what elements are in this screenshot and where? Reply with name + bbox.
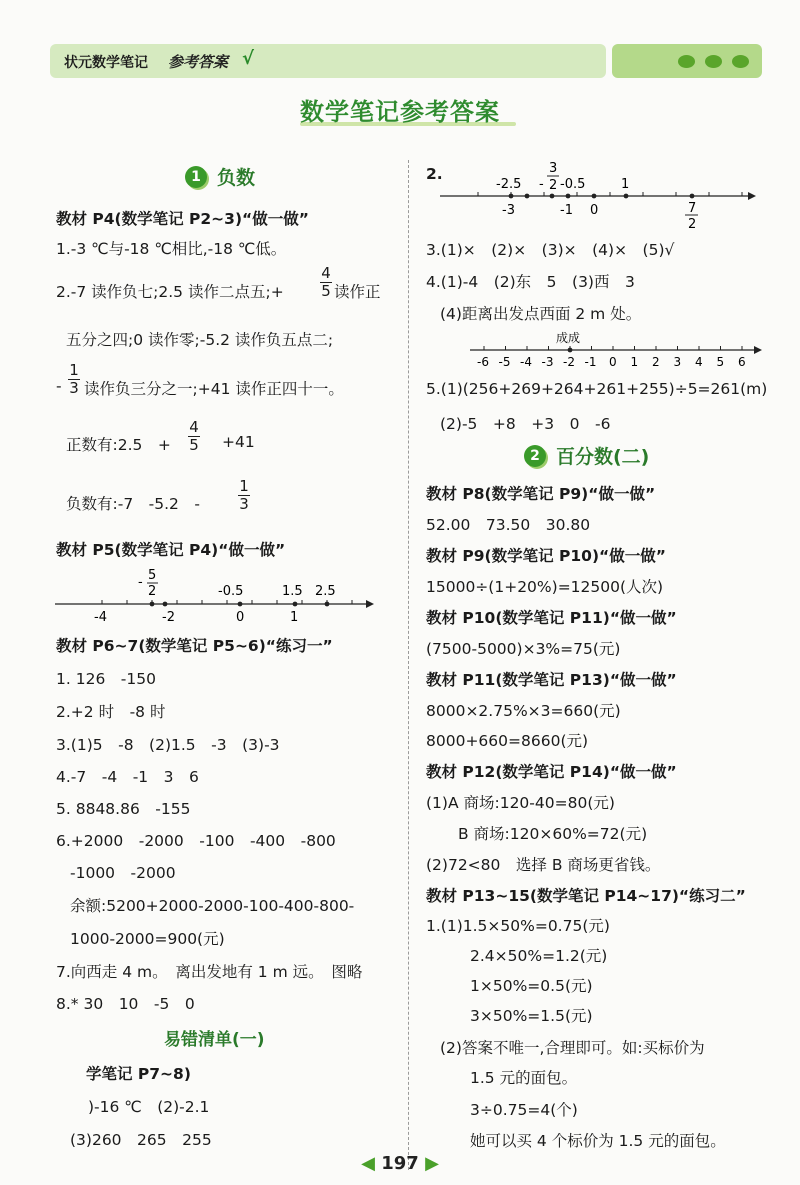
tick-label: 7 [688, 201, 697, 216]
fraction [188, 420, 200, 453]
answer-line: 6.+2000 -2000 -100 -400 -800 [56, 832, 336, 850]
tick-label: 0 [590, 203, 599, 218]
answer-line: 1.(1)1.5×50%=0.75(元) [426, 917, 610, 935]
answer-line: 2.4×50%=1.2(元) [470, 947, 608, 965]
answer-line: 3.(1)× (2)× (3)× (4)× (5)√ [426, 241, 675, 259]
tick-label: 3 [673, 355, 682, 369]
tick-label: -4 [520, 355, 532, 369]
section-heading-1 [185, 163, 255, 190]
answer-line: (2)答案不唯一,合理即可。如:买标价为 [440, 1039, 705, 1057]
section-number-badge: 2 [524, 445, 546, 467]
fraction [238, 479, 250, 512]
answer-line: 8000×2.75%×3=660(元) [426, 702, 621, 720]
denominator: 5 [321, 282, 331, 300]
answer-line: (3)260 265 255 [70, 1131, 212, 1149]
answer-line: (1)A 商场:120-40=80(元) [426, 794, 615, 812]
arrow-right-icon: ▶ [425, 1153, 439, 1174]
tick-label: 2 [549, 178, 558, 193]
tick-label: 1.5 [282, 584, 303, 599]
tick-label: 5 [716, 355, 725, 369]
tick-label: - [539, 177, 544, 192]
leaf-icon [678, 55, 695, 68]
tick-label: 1 [621, 177, 630, 192]
answer-line: -1000 -2000 [70, 864, 176, 882]
answer-line: (4)距离出发点西面 2 m 处。 [440, 305, 642, 323]
answer-line: 3.(1)5 -8 (2)1.5 -3 (3)-3 [56, 736, 280, 754]
answer-line: - [56, 377, 62, 395]
answer-line: 余额:5200+2000-2000-100-400-800- [70, 897, 355, 915]
tick-label: 2.5 [315, 584, 336, 599]
exercise-heading: 教材 P5(数学笔记 P4)“做一做” [56, 541, 286, 559]
answer-line: (2)72<80 选择 B 商场更省钱。 [426, 856, 661, 874]
tick-label: - [138, 575, 143, 590]
point-marker [568, 348, 573, 353]
answer-line: 1. 126 -150 [56, 670, 156, 688]
tick-label: -2 [563, 355, 575, 369]
answer-line: 3×50%=1.5(元) [470, 1007, 593, 1025]
tick-label: -3 [502, 203, 515, 218]
header-bar [50, 44, 606, 78]
tick-label: -0.5 [560, 177, 586, 192]
easy-mistake-heading: 易错清单(一) [164, 1030, 265, 1050]
answer-line: 正数有:2.5 + [66, 436, 171, 454]
tick-label: 3 [549, 161, 558, 176]
answer-line: 5. 8848.86 -155 [56, 800, 191, 818]
answer-line: 15000÷(1+20%)=12500(人次) [426, 578, 664, 596]
tick-label: 2 [148, 584, 157, 599]
arrow-left-icon: ◀ [361, 1153, 375, 1174]
number-line-2 [436, 160, 762, 232]
section-number-badge: 1 [185, 166, 207, 188]
tick-label: -2 [162, 610, 175, 625]
exercise-heading: 教材 P10(数学笔记 P11)“做一做” [426, 609, 677, 627]
page-number [0, 1153, 800, 1174]
fraction [320, 266, 332, 299]
header-decoration [612, 44, 762, 78]
answer-line: 7.向西走 4 m。 离出发地有 1 m 远。 图略 [56, 963, 363, 981]
denominator: 3 [239, 495, 249, 513]
tick-label: 1 [630, 355, 639, 369]
tick-label: -3 [541, 355, 554, 369]
answer-line: 4.(1)-4 (2)东 5 (3)西 3 [426, 273, 635, 291]
exercise-heading: 学笔记 P7~8) [86, 1065, 191, 1083]
section-heading-2 [524, 442, 649, 469]
tick-label: 0 [609, 355, 617, 369]
answer-line: +41 [222, 433, 255, 451]
tick-label: 1 [290, 610, 299, 625]
answer-line: 2.-7 读作负七;2.5 读作二点五;+ [56, 283, 284, 301]
answer-line: )-16 ℃ (2)-2.1 [88, 1098, 210, 1116]
exercise-heading: 教材 P4(数学笔记 P2~3)“做一做” [56, 210, 309, 228]
tick-label: 2 [652, 355, 660, 369]
tick-label: -6 [477, 355, 489, 369]
tick-label: 6 [738, 355, 746, 369]
answer-line: 52.00 73.50 30.80 [426, 516, 591, 534]
numerator: 4 [321, 264, 331, 282]
numerator: 4 [189, 418, 199, 436]
exercise-heading: 教材 P8(数学笔记 P9)“做一做” [426, 485, 656, 503]
answer-line: (2)-5 +8 +3 0 -6 [440, 415, 611, 433]
tick-label: -4 [94, 610, 107, 625]
tick-label: -1 [560, 203, 573, 218]
exercise-heading: 教材 P6~7(数学笔记 P5~6)“练习一” [56, 637, 333, 655]
tick-label: 5 [148, 568, 157, 583]
answer-line: 4.-7 -4 -1 3 6 [56, 768, 199, 786]
answer-line: 1.-3 ℃与-18 ℃相比,-18 ℃低。 [56, 240, 287, 258]
denominator: 3 [69, 379, 79, 397]
tick-label: 4 [695, 355, 703, 369]
answer-line: 3÷0.75=4(个) [470, 1101, 578, 1119]
numerator: 1 [69, 361, 79, 379]
brand-name: 状元数学笔记 [64, 55, 148, 71]
answer-line: 读作负三分之一;+41 读作正四十一。 [84, 380, 344, 398]
answer-line: 1.5 元的面包。 [470, 1069, 578, 1087]
page-title: 数学笔记参考答案 [300, 98, 500, 126]
exercise-heading: 教材 P12(数学笔记 P14)“做一做” [426, 763, 677, 781]
answer-line: 2.+2 时 -8 时 [56, 703, 166, 721]
tick-label: -1 [584, 355, 597, 369]
answer-line: 5.(1)(256+269+264+261+255)÷5=261(m) [426, 380, 768, 398]
answer-line: 五分之四;0 读作零;-5.2 读作负五点二; [66, 331, 334, 349]
number-line-1 [50, 564, 380, 626]
section-title: 百分数(二) [556, 446, 650, 468]
answer-line: 她可以买 4 个标价为 1.5 元的面包。 [470, 1132, 726, 1150]
answer-line: 1000-2000=900(元) [70, 930, 225, 948]
column-divider [408, 160, 409, 1170]
header-subtitle: 参考答案 [168, 53, 229, 71]
answer-line: 1×50%=0.5(元) [470, 977, 593, 995]
page-number-text: 197 [381, 1153, 419, 1174]
leaf-icon [732, 55, 749, 68]
tick-label: 2 [688, 217, 697, 232]
number-line-3 [466, 328, 766, 372]
section-title: 负数 [217, 167, 256, 189]
exercise-heading: 教材 P9(数学笔记 P10)“做一做” [426, 547, 666, 565]
fraction [68, 363, 80, 396]
tick-label: 0 [236, 610, 245, 625]
answer-line: 负数有:-7 -5.2 - [66, 495, 201, 513]
denominator: 5 [189, 436, 199, 454]
answer-line: 8.* 30 10 -5 0 [56, 995, 195, 1013]
tick-label: -5 [498, 355, 511, 369]
tick-label: -0.5 [218, 584, 244, 599]
answer-line: 读作正 [334, 283, 381, 301]
answer-line: (7500-5000)×3%=75(元) [426, 640, 621, 658]
check-icon: √ [242, 48, 255, 69]
point-label: 成成 [556, 331, 581, 345]
exercise-heading: 教材 P13~15(数学笔记 P14~17)“练习二” [426, 887, 746, 905]
answer-line: B 商场:120×60%=72(元) [458, 825, 648, 843]
numerator: 1 [239, 477, 249, 495]
answer-number: 2. [426, 165, 443, 183]
answer-line: 8000+660=8660(元) [426, 732, 589, 750]
tick-label: -2.5 [496, 177, 522, 192]
leaf-icon [705, 55, 722, 68]
exercise-heading: 教材 P11(数学笔记 P13)“做一做” [426, 671, 677, 689]
